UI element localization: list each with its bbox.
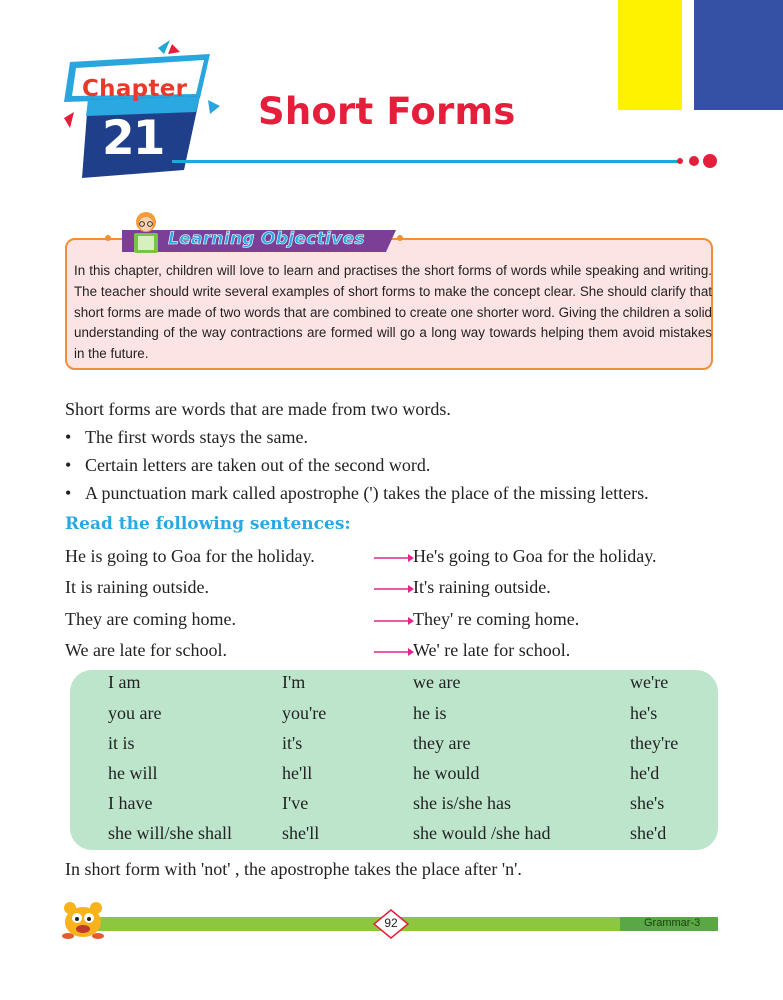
- title-dots-decoration: [672, 150, 720, 172]
- title-underline: [172, 160, 680, 163]
- table-cell: you are: [108, 703, 162, 723]
- corner-yellow-block: [618, 0, 682, 110]
- table-cell: she is/she has: [413, 793, 511, 813]
- table-cell: I am: [108, 672, 141, 692]
- bullet-text: A punctuation mark called apostrophe (') takes the place of the missing letters.: [85, 483, 649, 503]
- arrow-icon: [374, 583, 414, 595]
- objectives-heading: Learning Objectives: [168, 229, 365, 249]
- sentence-short: He's going to Goa for the holiday.: [413, 546, 657, 566]
- sentence-full: It is raining outside.: [65, 577, 209, 597]
- table-cell: he'd: [630, 763, 660, 783]
- bullet-item: • A punctuation mark called apostrophe (') takes the place of the missing letters.: [65, 483, 649, 503]
- bullet-item: • The first words stays the same.: [65, 427, 308, 447]
- read-heading: Read the following sentences:: [65, 514, 351, 534]
- table-cell: they're: [630, 733, 679, 753]
- table-cell: he would: [413, 763, 480, 783]
- sentence-full: They are coming home.: [65, 609, 236, 629]
- sentence-short: They' re coming home.: [413, 609, 580, 629]
- table-cell: I'm: [282, 672, 306, 692]
- mascot-icon: [58, 898, 108, 940]
- page-title: Short Forms: [258, 90, 516, 133]
- arrow-icon: [374, 552, 414, 564]
- arrow-icon: [374, 646, 414, 658]
- table-cell: we are: [413, 672, 461, 692]
- table-cell: they are: [413, 733, 471, 753]
- table-cell: she'll: [282, 823, 320, 843]
- table-cell: he's: [630, 703, 658, 723]
- intro-text: Short forms are words that are made from two words.: [65, 399, 451, 419]
- table-cell: it is: [108, 733, 135, 753]
- table-cell: she will/she shall: [108, 823, 232, 843]
- objectives-text: In this chapter, children will love to learn and practises the short forms of words while speaking and writing. The teacher should write several examples of short forms to make the concept clear. She should clarify that short forms are made of two words that are combined to create one shorter word. Giving the children a solid understanding of the way contractions are formed will go a long way towards helping them avoid mistakes in the future.: [74, 263, 712, 362]
- table-cell: I have: [108, 793, 153, 813]
- sentence-full: He is going to Goa for the holiday.: [65, 546, 315, 566]
- table-cell: she'd: [630, 823, 667, 843]
- table-cell: she would /she had: [413, 823, 551, 843]
- chapter-number: 21: [102, 111, 164, 166]
- table-cell: he will: [108, 763, 158, 783]
- table-cell: he is: [413, 703, 447, 723]
- bullet-item: • Certain letters are taken out of the second word.: [65, 455, 431, 475]
- sentence-full: We are late for school.: [65, 640, 227, 660]
- table-cell: it's: [282, 733, 303, 753]
- table-cell: she's: [630, 793, 665, 813]
- table-cell: you're: [282, 703, 327, 723]
- table-cell: I've: [282, 793, 309, 813]
- sentence-short: It's raining outside.: [413, 577, 551, 597]
- table-cell: he'll: [282, 763, 313, 783]
- sentence-short: We' re late for school.: [413, 640, 571, 660]
- arrow-icon: [374, 615, 414, 627]
- bullet-text: Certain letters are taken out of the second word.: [85, 455, 431, 475]
- closing-text: In short form with 'not' , the apostrophe takes the place after 'n'.: [65, 859, 522, 879]
- page-number: 92: [384, 916, 398, 930]
- footer-label: Grammar-3: [644, 917, 701, 929]
- corner-blue-block: [694, 0, 783, 110]
- chapter-label: Chapter: [82, 76, 188, 102]
- table-cell: we're: [630, 672, 669, 692]
- bullet-text: The first words stays the same.: [85, 427, 308, 447]
